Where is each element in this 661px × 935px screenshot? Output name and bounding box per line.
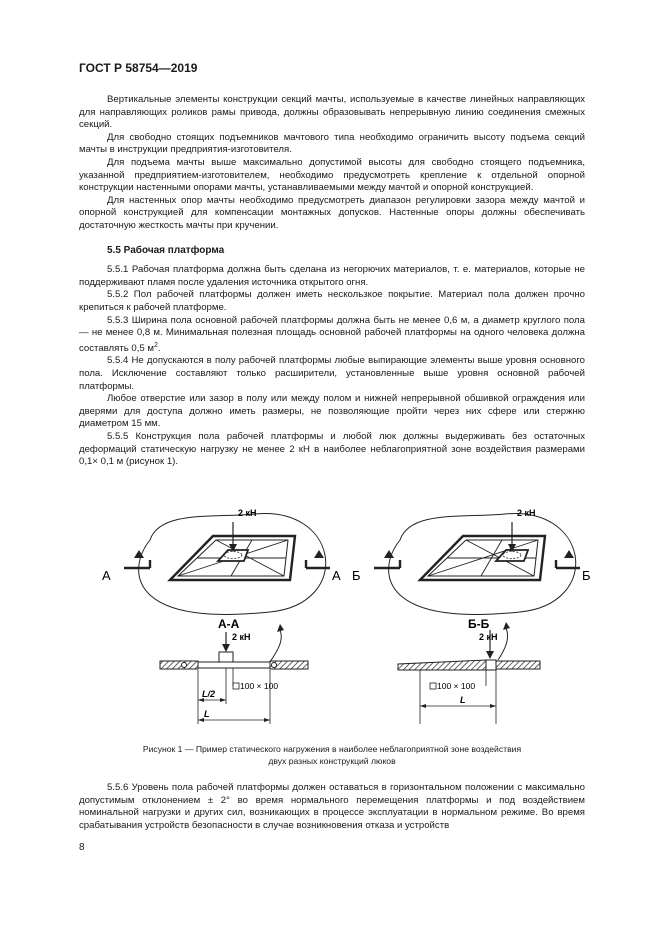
right-plan: [352, 508, 591, 631]
paragraph: 5.5.4 Не допускаются в полу рабочей платформы любые выпирающие элементы выше уровня основного пола. Исключение составляют только расширители, установленные выше уровня основной рабочей платформы.: [79, 355, 585, 392]
paragraph: Для подъема мачты выше максимально допустимой высоты для свободно стоящего подъемника, указанной предприятием-изготовителем, необходимо предусмотреть крепление к отдельной опорной конструкции настенными опорами мачты, устанавливаемыми между мачтой и опорной конструкцией.: [79, 156, 585, 194]
paragraph: 5.5.6 Уровень пола рабочей платформы должен оставаться в горизонтальном положении с максимально допустимым отклонением ± 2° во время нормального перемещения платформы и под воздействием номинальной нагрузки и других сил, возникающих в процессе эксплуатации в нормальном режиме. Во время срабатывания устройств безопасности в случае возникновения отказа и устройств: [79, 782, 585, 831]
section-title: 5.5 Рабочая платформа: [107, 244, 225, 256]
section-mark-left-end: А: [332, 568, 341, 583]
paragraph: 5.5.1 Рабочая платформа должна быть сделана из негорючих материалов, т. е. материалов, которые не поддерживают пламя после удаления источника открытого огня.: [79, 264, 585, 288]
superscript: 2: [153, 341, 158, 349]
caption-line: Рисунок 1 — Пример статического нагружения в наиболее неблагоприятной зоне воздействия: [142, 744, 522, 754]
document-header: ГОСТ Р 58754—2019: [79, 61, 198, 75]
main-text-top: [79, 94, 585, 469]
length-label: L: [460, 695, 466, 705]
length-label: L: [204, 709, 210, 719]
paragraph-text: .: [157, 342, 161, 354]
section-label-right: Б-Б: [468, 617, 490, 631]
left-section-drawing: [160, 624, 308, 724]
section-load-label: 2 кН: [232, 632, 251, 642]
paragraph: [79, 315, 585, 356]
section-mark-left: А: [102, 568, 111, 583]
section-load-label: 2 кН: [479, 632, 498, 642]
main-text-bottom: [79, 782, 585, 832]
paragraph: 5.5.5 Конструкция пола рабочей платформы и любой люк должны выдерживать без остаточных деформаций статическую нагрузку не менее 2 кН в наиболее неблагоприятной зоне воздействия размерами 0,1× 0,1 м (рисунок 1).: [79, 431, 585, 468]
figure-1-drawing: [102, 500, 591, 735]
paragraph: Любое отверстие или зазор в полу или между полом и нижней непрерывной обшивкой ограждения или дверями для доступа должно иметь размеры, не позволяющие пройти через них сфере или стержню диаметром 15 мм.: [79, 393, 585, 430]
square-size-label: 100 × 100: [437, 681, 476, 691]
plan-load-label: 2 кН: [517, 508, 536, 518]
paragraph: Для свободно стоящих подъемников мачтового типа необходимо ограничить высоту подъема секций мачты в инструкции предприятия-изготовителя.: [79, 131, 585, 156]
figure-caption: [79, 744, 585, 767]
section-mark-right: Б: [352, 568, 361, 583]
left-plan: [102, 508, 341, 631]
paragraph: 5.5.2 Пол рабочей платформы должен иметь нескользкое покрытие. Материал пола должен прочно крепиться к рабочей платформе.: [79, 289, 585, 313]
section-mark-right-end: Б: [582, 568, 591, 583]
page-number: 8: [79, 842, 85, 853]
paragraph: Для настенных опор мачты необходимо предусмотреть диапазон регулировки зазора между мачтой и опорной конструкцией для компенсации монтажных допусков. Настенные опоры должны обеспечивать достаточную жесткость мачты при кручении.: [79, 194, 585, 231]
square-size-label: 100 × 100: [240, 681, 279, 691]
plan-load-label: 2 кН: [238, 508, 257, 518]
right-section-drawing: [398, 622, 540, 724]
section-label-left: А-А: [218, 617, 240, 631]
caption-line: двух разных конструкций люков: [268, 755, 396, 766]
paragraph: Вертикальные элементы конструкции секций мачты, используемые в качестве линейных направляющих для направляющих роликов рамы привода, должны образовывать непрерывную линию соединения смежных секций.: [79, 94, 585, 131]
figure-1: [102, 500, 591, 735]
half-length-label: L/2: [202, 689, 216, 699]
paragraph-text: 5.5.3 Ширина пола основной рабочей платформы должна быть не менее 0,6 м, а диаметр круглого пола — не менее 0,8 м. Минимальная полезная площадь основной рабочей платформы на одного человека должна составлять 0,5 м: [79, 314, 585, 354]
